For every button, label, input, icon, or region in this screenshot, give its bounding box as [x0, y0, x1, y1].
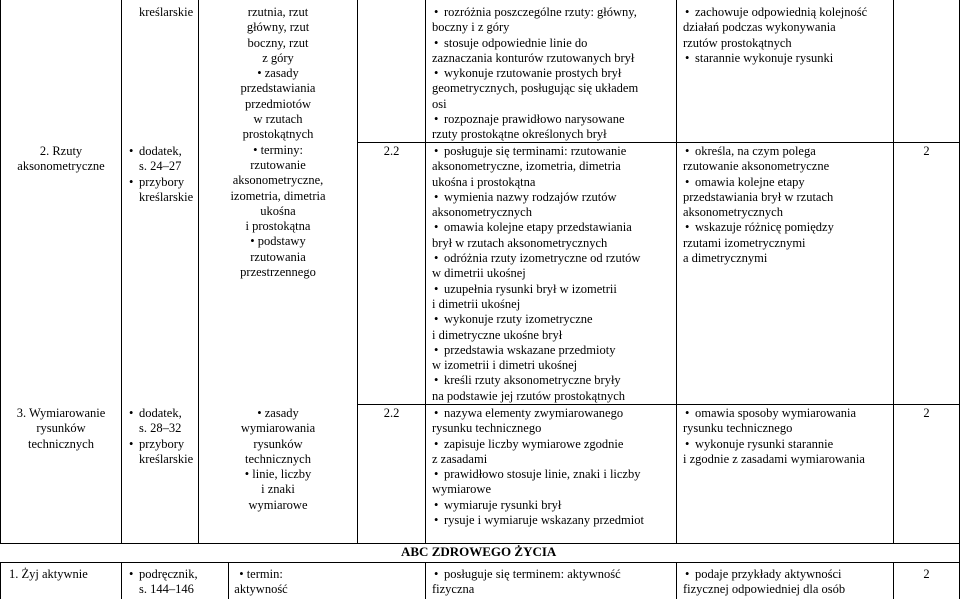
grid-line [0, 0, 1, 543]
list-item: • rozpoznaje prawidłowo narysowane rzuty prostokątne określonych brył [432, 112, 675, 143]
content-text: aktywność [234, 582, 288, 597]
content-text: rzutowanie [250, 157, 306, 172]
list-item: • odróżnia rzuty izometryczne od rzutów w dimetrii ukośnej [432, 251, 675, 282]
list-item: • zapisuje liczby wymiarowe zgodnie z zasadami [432, 437, 675, 468]
extended-requirements-cell [683, 567, 892, 598]
list-item: • wymienia nazwy rodzajów rzutów aksonometrycznych [432, 190, 675, 221]
content-text: boczny, rzut [247, 35, 309, 50]
content-cell [199, 406, 357, 513]
content-text: wymiarowania [240, 421, 316, 436]
list-item: • omawia kolejne etapy przedstawiania brył w rzutach aksonometrycznych [432, 220, 675, 251]
list-item: • starannie wykonuje rysunki [683, 51, 892, 66]
list-item: • przybory kreślarskie [127, 437, 197, 468]
topic-text: technicznych [28, 436, 94, 451]
grid-line [425, 562, 426, 599]
list-item: • omawia kolejne etapy przedstawiania brył w rzutach aksonometrycznych [683, 175, 892, 221]
content-text: rzutnia, rzut [247, 5, 309, 19]
basic-requirements-cell [432, 406, 675, 528]
list-item: • przedstawia wskazane przedmioty w izometrii i dimetri ukośnej [432, 343, 675, 374]
grid-line [0, 562, 960, 563]
content-text: i prostokątna [245, 219, 311, 234]
list-item: • wykonuje rysunki starannie i zgodnie z zasadami wymiarowania [683, 437, 892, 468]
extended-requirements-cell [683, 144, 892, 266]
content-text: przestrzennego [240, 265, 316, 280]
grid-line [676, 0, 677, 543]
list-item: • dodatek, s. 24–27 [127, 144, 197, 175]
content-text: prostokątnych [242, 127, 314, 142]
extended-requirements-cell [683, 5, 892, 66]
grid-line [357, 404, 960, 405]
list-item: • omawia sposoby wymiarowania rysunku technicznego [683, 406, 892, 437]
list-item: • rozróżnia poszczególne rzuty: główny, boczny i z góry [432, 5, 675, 36]
hours-value: 2 [923, 406, 930, 420]
list-item: • uzupełnia rysunki brył w izometrii i dimetrii ukośnej [432, 282, 675, 313]
topic-text: 3. Wymiarowanie [16, 406, 106, 420]
content-text: ukośna [260, 203, 296, 218]
list-item: • posługuje się terminem: aktywność fizyczna [432, 567, 675, 598]
extended-requirements-cell [683, 406, 892, 467]
list-item: • rysuje i wymiaruje wskazany przedmiot [432, 513, 675, 528]
content-text: z góry [262, 50, 294, 65]
list-item: • określa, na czym polega rzutowanie aksonometryczne [683, 144, 892, 175]
content-text: przedstawiania [240, 81, 316, 96]
topic-cell [1, 406, 121, 452]
content-text: izometria, dimetria [230, 188, 326, 203]
topic-text: aksonometryczne [17, 159, 105, 174]
grid-line [121, 562, 122, 599]
grid-line [425, 0, 426, 543]
materials-cell [127, 406, 197, 467]
hours-value: 2 [923, 567, 930, 581]
grid-line [357, 0, 358, 543]
list-item: • posługuje się terminami: rzutowanie aksonometryczne, izometria, dimetria ukośna i prostokątna [432, 144, 675, 190]
list-item: • wskazuje różnicę pomiędzy rzutami izometrycznymi a dimetrycznymi [683, 220, 892, 266]
content-text: rysunków [253, 436, 303, 451]
topic-cell [9, 567, 119, 582]
content-text: technicznych [245, 451, 311, 466]
content-text: • zasady [257, 406, 299, 420]
basic-requirements-cell [432, 5, 675, 143]
basic-requirements-cell [432, 567, 675, 598]
content-text: • terminy: [253, 142, 303, 157]
list-item: • wykonuje rzuty izometryczne i dimetryczne ukośne brył [432, 312, 675, 343]
content-text: w rzutach [253, 112, 303, 127]
content-text: • linie, liczby [244, 467, 312, 482]
list-item: • zachowuje odpowiednią kolejność działań podczas wykonywania rzutów prostokątnych [683, 5, 892, 51]
grid-line [893, 0, 894, 543]
content-text: rzutowania [250, 249, 306, 264]
materials-text: kreślarskie [139, 5, 194, 19]
list-item: • wymiaruje rysunki brył [432, 498, 675, 513]
content-text: przedmiotów [245, 96, 311, 111]
list-item: • nazywa elementy zwymiarowanego rysunku technicznego [432, 406, 675, 437]
content-text: wymiarowe [248, 497, 308, 512]
content-text: • termin: [239, 567, 283, 581]
content-text: i znaki [261, 482, 295, 497]
section-banner: ABC ZDROWEGO ŻYCIA [401, 544, 557, 559]
list-item: • podaje przykłady aktywności fizycznej odpowiedniej dla osób [683, 567, 892, 598]
requirement-code: 2.2 [383, 144, 400, 158]
list-item: • prawidłowo stosuje linie, znaki i liczby wymiarowe [432, 467, 675, 498]
list-item: • podręcznik, s. 144–146 [127, 567, 227, 598]
materials-cell [127, 567, 227, 598]
content-cell [199, 5, 357, 280]
grid-line [0, 562, 1, 599]
grid-line [121, 0, 122, 543]
list-item: • wykonuje rzutowanie prostych brył geometrycznych, posługując się układem osi [432, 66, 675, 112]
materials-cell [127, 144, 197, 205]
list-item: • dodatek, s. 28–32 [127, 406, 197, 437]
content-text: • zasady [257, 66, 299, 81]
topic-text: rysunków [36, 421, 86, 436]
content-text: aksonometryczne, [232, 173, 324, 188]
topic-text: 2. Rzuty [39, 144, 83, 158]
hours-value: 2 [923, 144, 930, 158]
content-cell [229, 567, 293, 598]
requirement-code: 2.2 [383, 406, 400, 420]
content-text: • podstawy [250, 234, 306, 249]
list-item: • przybory kreślarskie [127, 175, 197, 206]
list-item: • stosuje odpowiednie linie do zaznaczania konturów rzutowanych brył [432, 36, 675, 67]
basic-requirements-cell [432, 144, 675, 404]
topic-cell [1, 144, 121, 175]
list-item: • kreśli rzuty aksonometryczne bryły na podstawie jej rzutów prostokątnych [432, 373, 675, 404]
materials-cell [127, 5, 197, 20]
content-text: główny, rzut [246, 20, 310, 35]
topic-text: 1. Żyj aktywnie [9, 567, 88, 581]
grid-line [676, 562, 677, 599]
